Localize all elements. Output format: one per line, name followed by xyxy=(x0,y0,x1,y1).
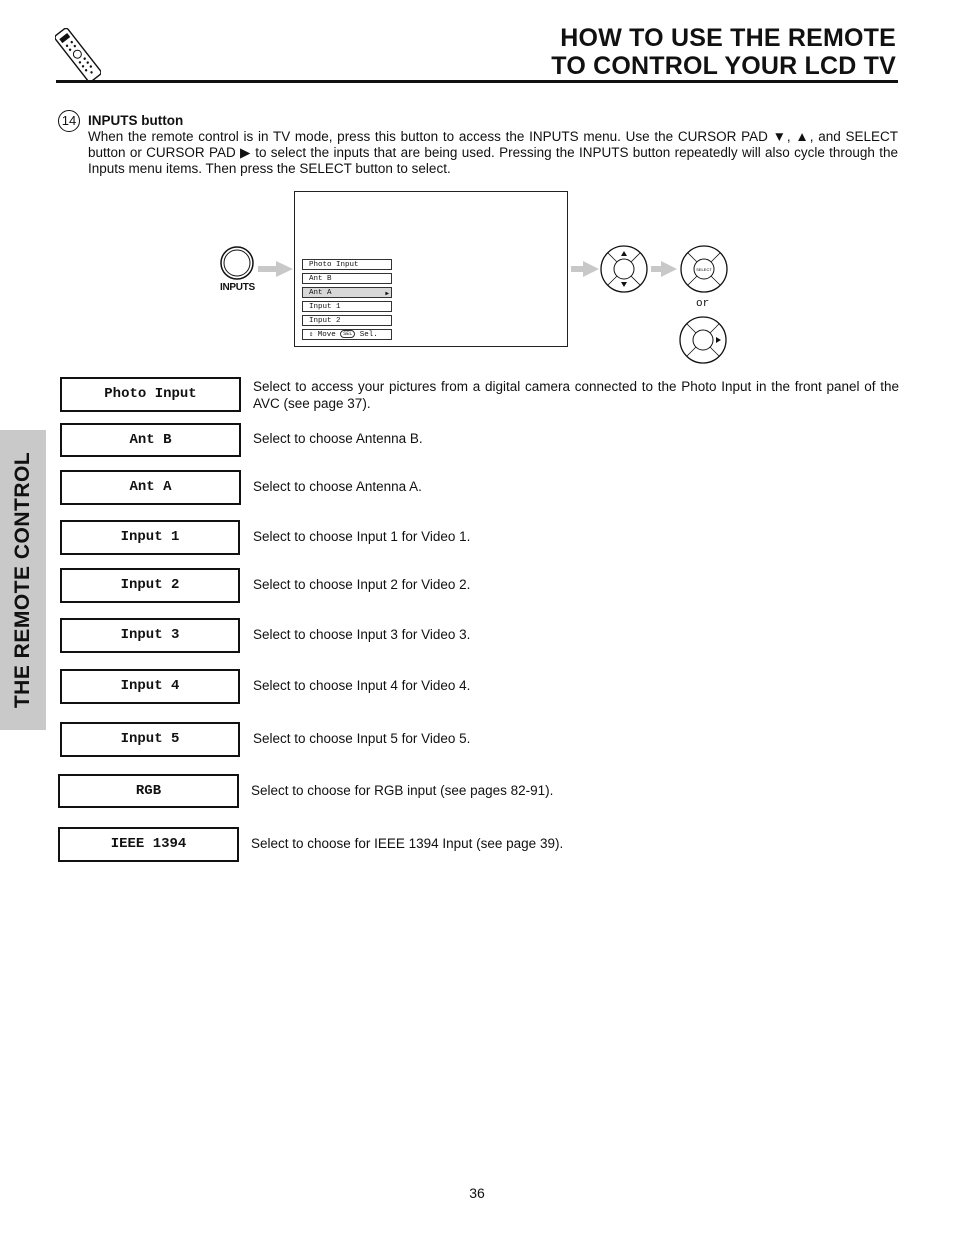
select-button-icon xyxy=(681,246,727,292)
osd-menu-item: Ant B xyxy=(302,273,392,284)
option-description: Select to choose Antenna A. xyxy=(253,479,422,494)
option-box-input-4: Input 4 xyxy=(60,669,240,704)
page-title-line-2: TO CONTROL YOUR LCD TV xyxy=(551,52,896,80)
select-button-label: SELECT xyxy=(696,267,712,272)
osd-footer: ⇕ Move SEL Sel. xyxy=(302,329,392,340)
or-label: or xyxy=(696,298,710,310)
arrow-right-icon xyxy=(651,261,677,277)
arrow-right-icon xyxy=(258,261,293,277)
option-box-ant-a: Ant A xyxy=(60,470,241,505)
option-description: Select to access your pictures from a digital camera connected to the Photo Input in the front panel of the AVC (see page 37). xyxy=(253,379,899,411)
remote-control-icon xyxy=(55,28,101,82)
section-description: When the remote control is in TV mode, press this button to access the INPUTS menu. Use the CURSOR PAD ▼, ▲, and SELECT button or CURSOR PAD ▶ to select the inputs that are being used. Pressing the INPUTS button repeatedly will also cycle through the Inputs menu items. Then press the SELECT button to select. xyxy=(88,129,898,176)
option-box-ant-b: Ant B xyxy=(60,423,241,457)
inputs-button-label: INPUTS xyxy=(220,282,255,293)
option-description: Select to choose for RGB input (see pages 82-91). xyxy=(251,783,554,798)
option-description: Select to choose Antenna B. xyxy=(253,431,423,446)
page-title-line-1: HOW TO USE THE REMOTE xyxy=(560,24,896,52)
option-description: Select to choose Input 2 for Video 2. xyxy=(253,577,471,592)
option-box-input-2: Input 2 xyxy=(60,568,240,603)
arrow-right-icon xyxy=(571,261,599,277)
inputs-menu-diagram xyxy=(0,185,954,370)
option-description: Select to choose Input 1 for Video 1. xyxy=(253,529,471,544)
inputs-button-icon xyxy=(221,247,253,279)
side-tab xyxy=(0,430,46,730)
osd-sel-button-icon: SEL xyxy=(340,330,355,338)
option-box-input-3: Input 3 xyxy=(60,618,240,653)
option-box-ieee-1394: IEEE 1394 xyxy=(58,827,239,862)
option-description: Select to choose for IEEE 1394 Input (see page 39). xyxy=(251,836,564,851)
option-box-input-5: Input 5 xyxy=(60,722,240,757)
osd-menu-item: Input 2 xyxy=(302,315,392,326)
cursor-pad-right-icon xyxy=(680,317,726,363)
cursor-pad-up-down-icon xyxy=(601,246,647,292)
option-box-rgb: RGB xyxy=(58,774,239,808)
osd-menu-item: Input 1 xyxy=(302,301,392,312)
osd-right-arrow-icon: ▶ xyxy=(385,290,389,297)
option-box-input-1: Input 1 xyxy=(60,520,240,555)
page-number: 36 xyxy=(469,1185,485,1201)
option-description: Select to choose Input 5 for Video 5. xyxy=(253,731,471,746)
osd-menu-item-selected: Ant A ▶ xyxy=(302,287,392,298)
osd-move-icon: ⇕ xyxy=(309,331,314,339)
option-description: Select to choose Input 4 for Video 4. xyxy=(253,678,471,693)
step-number-badge: 14 xyxy=(58,110,80,132)
side-tab-label: THE REMOTE CONTROL xyxy=(11,451,34,709)
option-description: Select to choose Input 3 for Video 3. xyxy=(253,627,471,642)
section-heading: INPUTS button xyxy=(88,113,184,128)
osd-menu-item: Photo Input xyxy=(302,259,392,270)
header-divider xyxy=(56,80,898,83)
option-box-photo-input: Photo Input xyxy=(60,377,241,412)
page-title xyxy=(551,24,896,80)
